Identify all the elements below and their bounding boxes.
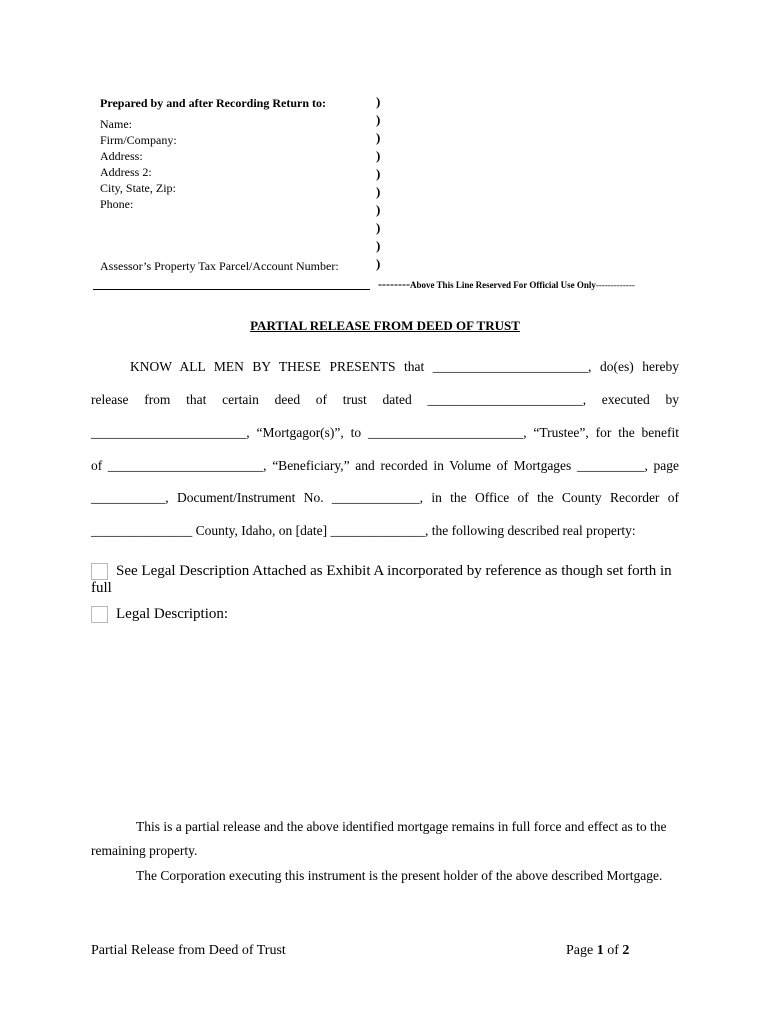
- bracket-mark: ): [376, 202, 381, 217]
- reserved-dashes: --------: [378, 277, 410, 291]
- document-title: PARTIAL RELEASE FROM DEED OF TRUST: [250, 318, 520, 333]
- recording-divider-line: [93, 289, 370, 290]
- bracket-mark: ): [376, 256, 381, 271]
- bracket-mark: ): [376, 220, 381, 235]
- exhibit-a-label-cont: full: [91, 580, 112, 596]
- city-state-zip-label: City, State, Zip:: [100, 181, 176, 195]
- official-use-notice: [378, 277, 635, 292]
- legal-description-label: Legal Description:: [116, 606, 229, 622]
- reserved-tail: -------------: [595, 280, 635, 290]
- page-of: of: [607, 943, 619, 958]
- address2-label: Address 2:: [100, 165, 152, 179]
- exhibit-a-checkbox[interactable]: [91, 563, 108, 580]
- bracket-mark: ): [376, 238, 381, 253]
- release-paragraph-line: release from that certain deed of trust dated _______________________, executed by: [91, 392, 679, 407]
- parcel-number-label: Assessor’s Property Tax Parcel/Account Number:: [100, 259, 339, 273]
- exhibit-a-label: See Legal Description Attached as Exhibit A incorporated by reference as though set forth in: [116, 563, 672, 579]
- phone-label: Phone:: [100, 197, 134, 211]
- address-label: Address:: [100, 149, 143, 163]
- page-number: [566, 943, 629, 959]
- page-total: 2: [622, 943, 630, 958]
- corporation-statement: The Corporation executing this instrument is the present holder of the above described Mortgage.: [136, 868, 663, 883]
- bracket-mark: ): [376, 130, 381, 145]
- firm-company-label: Firm/Company:: [100, 133, 177, 147]
- release-paragraph-line: _______________________, “Mortgagor(s)”, to _______________________, “Trustee”, for the benefit: [91, 425, 679, 440]
- page-prefix: Page: [566, 943, 594, 958]
- name-label: Name:: [100, 117, 132, 131]
- bracket-mark: ): [376, 166, 381, 181]
- partial-release-paragraph: This is a partial release and the above identified mortgage remains in full force and effect as to the remaining property.: [91, 819, 667, 858]
- release-paragraph-line: KNOW ALL MEN BY THESE PRESENTS that _______________________, do(es) hereby: [130, 359, 679, 374]
- bracket-mark: ): [376, 112, 381, 127]
- bracket-mark: ): [376, 184, 381, 199]
- bracket-mark: ): [376, 94, 381, 109]
- reserved-text: Above This Line Reserved For Official Use Only: [409, 280, 596, 290]
- legal-description-checkbox[interactable]: [91, 606, 108, 623]
- release-paragraph-line: ___________, Document/Instrument No. _____________, in the Office of the County Recorder of: [91, 490, 679, 505]
- release-paragraph-line: of _______________________, “Beneficiary,” and recorded in Volume of Mortgages __________, page: [91, 458, 679, 473]
- bracket-mark: ): [376, 148, 381, 163]
- release-paragraph-line: _______________ County, Idaho, on [date] ______________, the following described real property:: [91, 523, 636, 538]
- page-current: 1: [596, 943, 604, 958]
- return-to-heading: Prepared by and after Recording Return to:: [100, 96, 326, 110]
- footer-document-title: Partial Release from Deed of Trust: [91, 943, 286, 958]
